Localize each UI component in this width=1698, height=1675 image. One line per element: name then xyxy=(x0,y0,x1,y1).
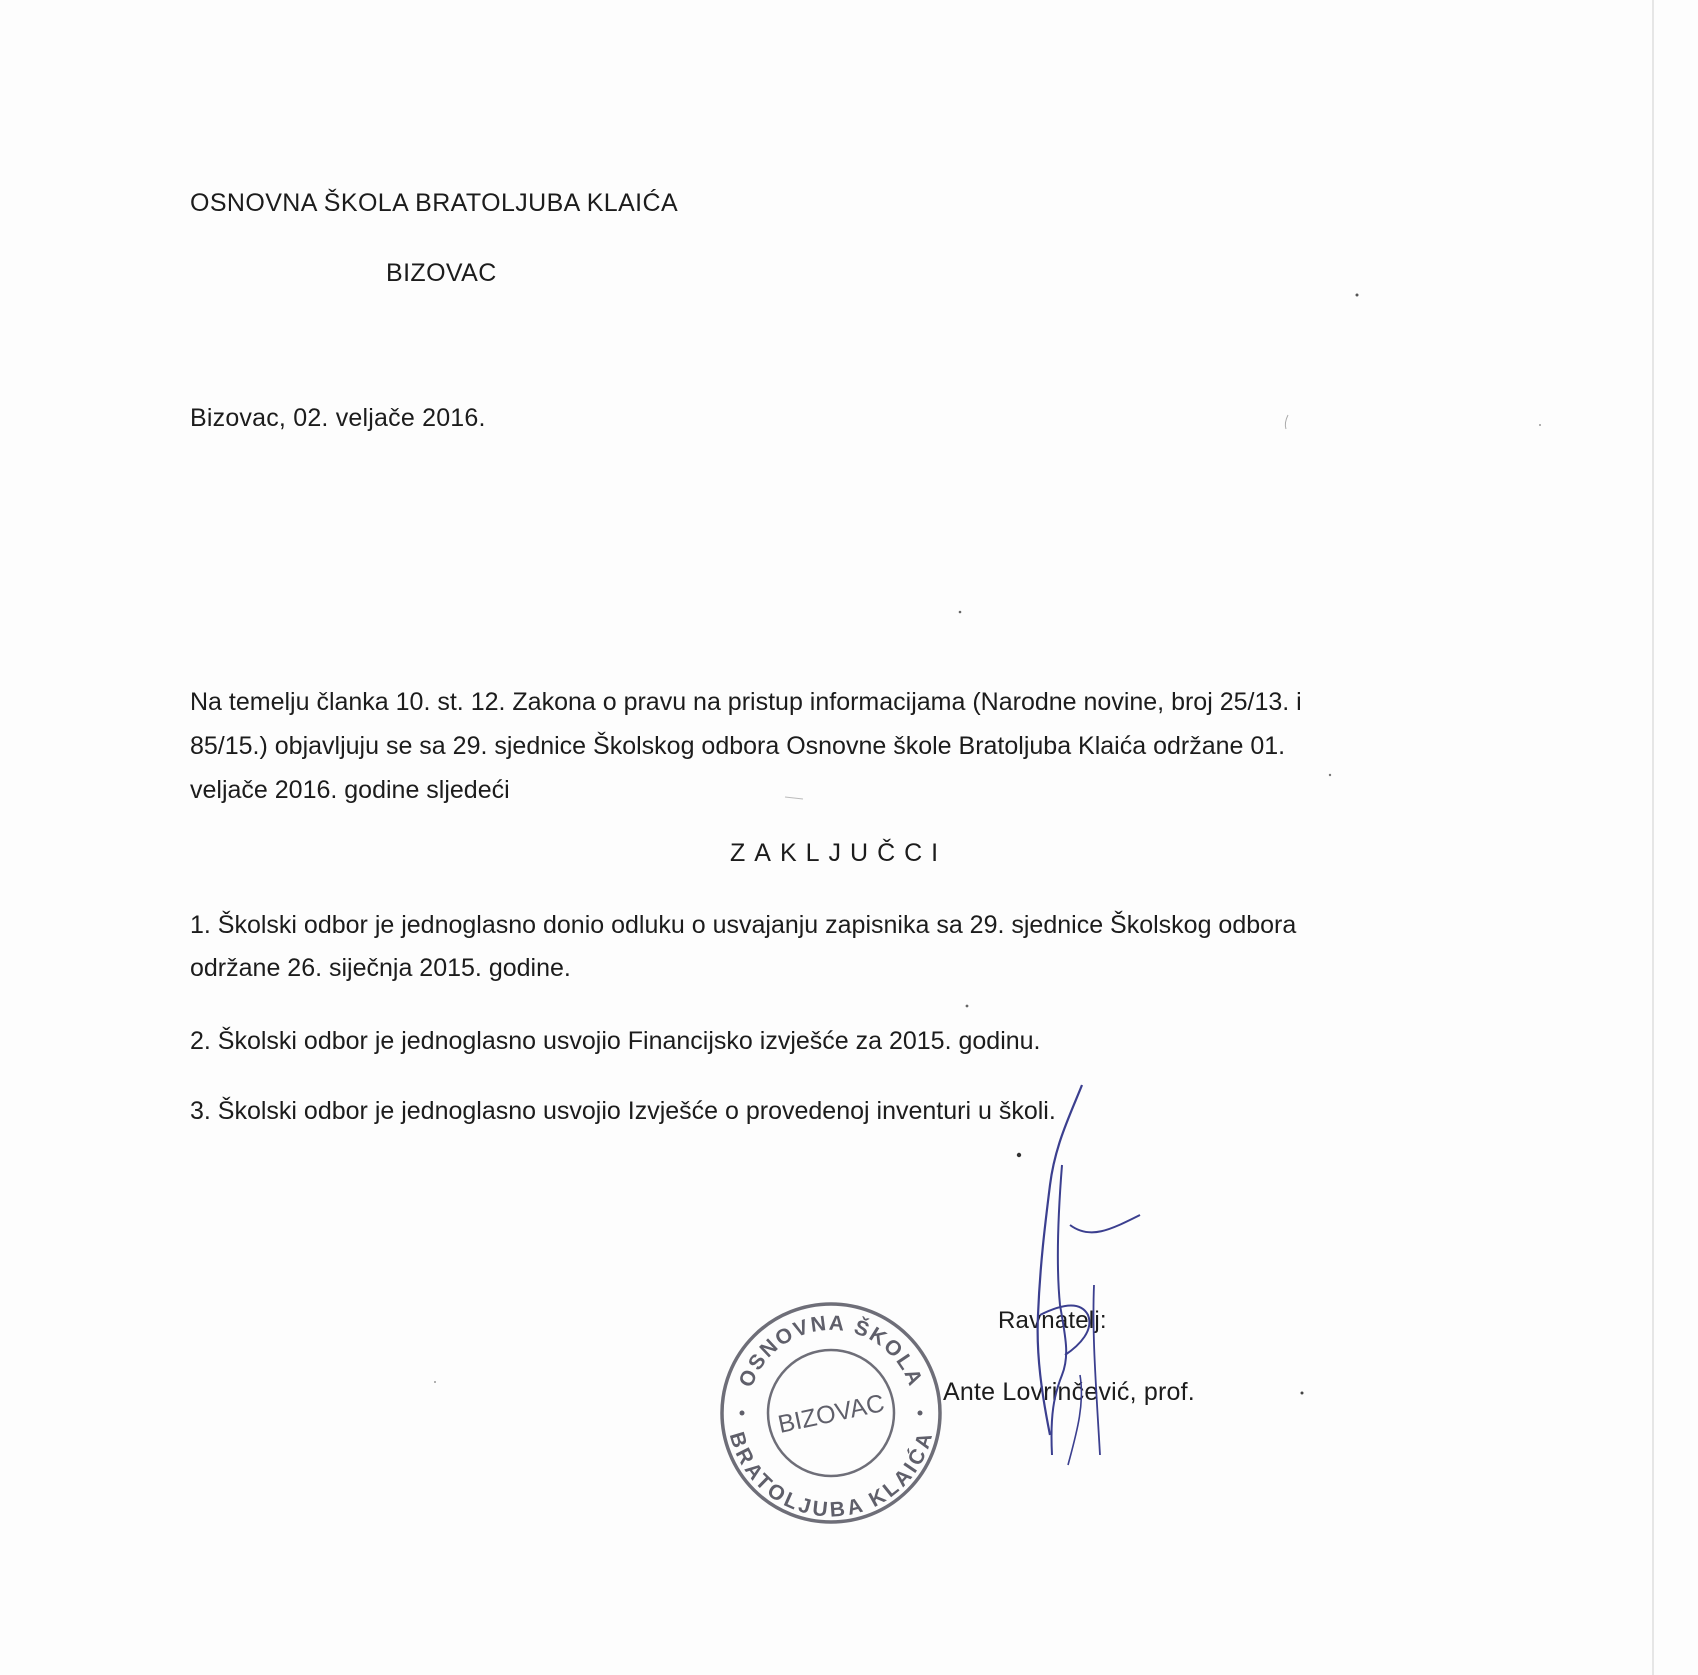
conclusion-line: održane 26. siječnja 2015. godine. xyxy=(190,954,571,982)
school-name: OSNOVNA ŠKOLA BRATOLJUBA KLAIĆA xyxy=(190,189,679,217)
signature-title: Ravnatelj: xyxy=(998,1307,1107,1334)
stamp-center-text: BIZOVAC xyxy=(775,1389,887,1439)
conclusion-item-2: 2. Školski odbor je jednoglasno usvojio Financijsko izvješće za 2015. godinu. xyxy=(190,1027,1041,1055)
document-date: Bizovac, 02. veljače 2016. xyxy=(190,404,486,432)
signature-name: Ante Lovrinčević, prof. xyxy=(943,1378,1195,1406)
stamp-ring-top: OSNOVNA ŠKOLA xyxy=(734,1311,928,1391)
intro-line: Na temelju članka 10. st. 12. Zakona o pravu na pristup informacijama (Narodne novine, broj 25/13. i xyxy=(190,688,1302,716)
school-town: BIZOVAC xyxy=(386,259,497,287)
conclusions-heading: ZAKLJUČCI xyxy=(730,839,948,867)
conclusion-item-3: 3. Školski odbor je jednoglasno usvojio Izvješće o provedenoj inventuri u školi. xyxy=(190,1097,1056,1125)
stamp-ring-bottom: BRATOLJUBA KLAIĆA xyxy=(724,1429,938,1522)
intro-line: veljače 2016. godine sljedeći xyxy=(190,776,510,804)
intro-line: 85/15.) objavljuju se sa 29. sjednice Školskog odbora Osnovne škole Bratoljuba Klaića održane 01. xyxy=(190,732,1286,760)
conclusion-line: 1. Školski odbor je jednoglasno donio odluku o usvajanju zapisnika sa 29. sjednice Školskog odbora xyxy=(190,911,1297,939)
